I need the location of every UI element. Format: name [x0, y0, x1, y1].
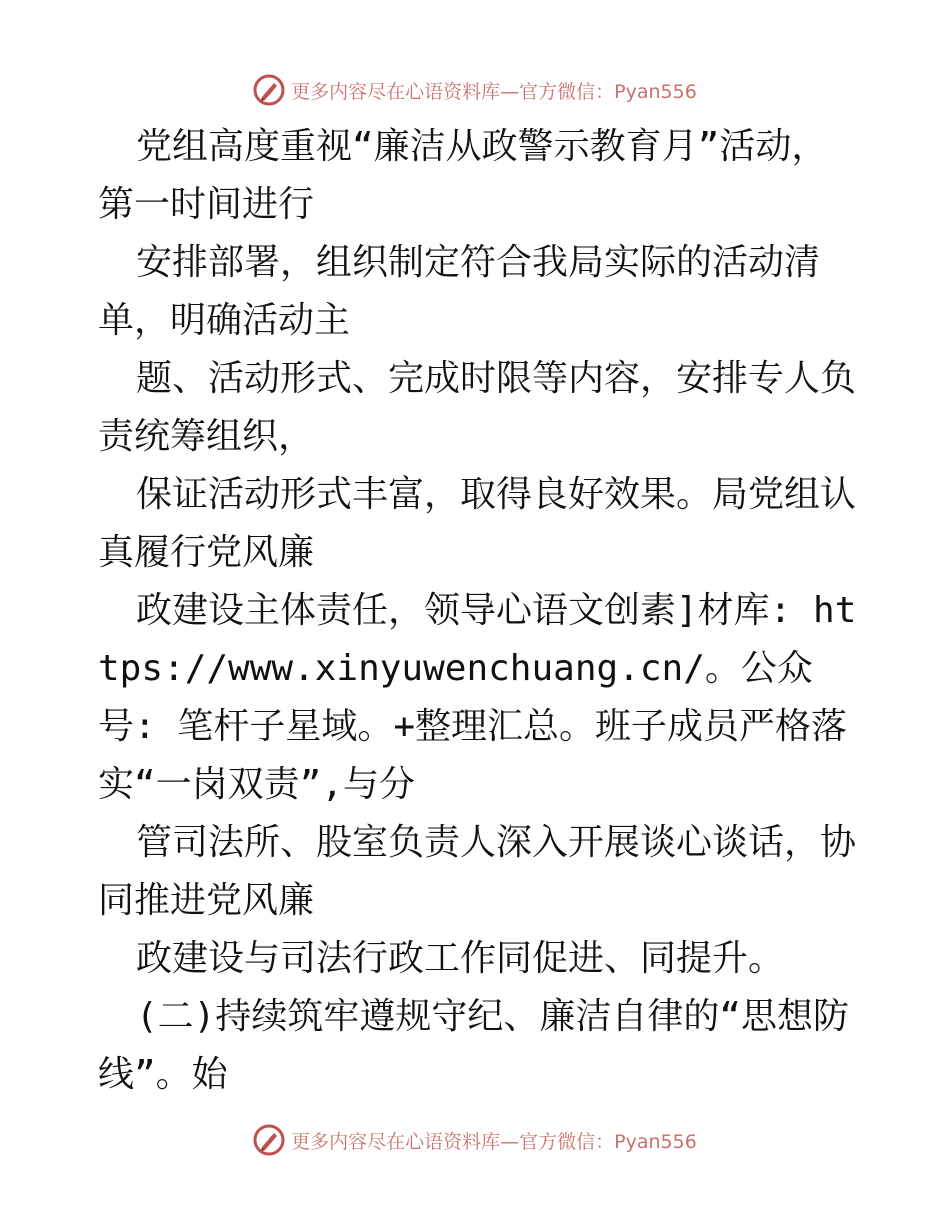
paragraph: 保证活动形式丰富，取得良好效果。局党组认真履行党风廉 [98, 474, 857, 573]
paragraph: 题、活动形式、完成时限等内容，安排专人负责统筹组织， [98, 358, 857, 457]
watermark-text [291, 1127, 697, 1154]
paragraph: (二)持续筑牢遵规守纪、廉洁自律的“思想防线”。始 [98, 996, 850, 1095]
document-body [98, 118, 858, 1104]
watermark-main: 更多内容尽在心语资料库 [291, 1130, 501, 1153]
paragraph: 政建设主体责任，领导心语文创素]材库: https://www.xinyuwenchuang.cn/。公众号: 笔杆子星域。+整理汇总。班子成员严格落实“一岗双责”,与分 [98, 590, 857, 805]
pen-logo-icon [253, 74, 285, 106]
pen-logo-icon [253, 1124, 285, 1156]
watermark-banner-bottom [0, 1120, 950, 1160]
watermark-separator: — [500, 80, 520, 103]
paragraph: 管司法所、股室负责人深入开展谈心谈话，协同推进党风廉 [98, 822, 857, 921]
watermark-separator: — [500, 1130, 520, 1153]
watermark-main: 更多内容尽在心语资料库 [291, 80, 501, 103]
watermark-suffix: 官方微信：Pyan556 [519, 80, 697, 103]
paragraph: 政建设与司法行政工作同促进、同提升。 [136, 938, 785, 979]
paragraph: 安排部署，组织制定符合我局实际的活动清单，明确活动主 [98, 242, 821, 341]
watermark-suffix: 官方微信：Pyan556 [519, 1130, 697, 1153]
paragraph: 党组高度重视“廉洁从政警示教育月”活动，第一时间进行 [98, 126, 828, 225]
watermark-text [291, 77, 697, 104]
watermark-banner-top [0, 70, 950, 110]
